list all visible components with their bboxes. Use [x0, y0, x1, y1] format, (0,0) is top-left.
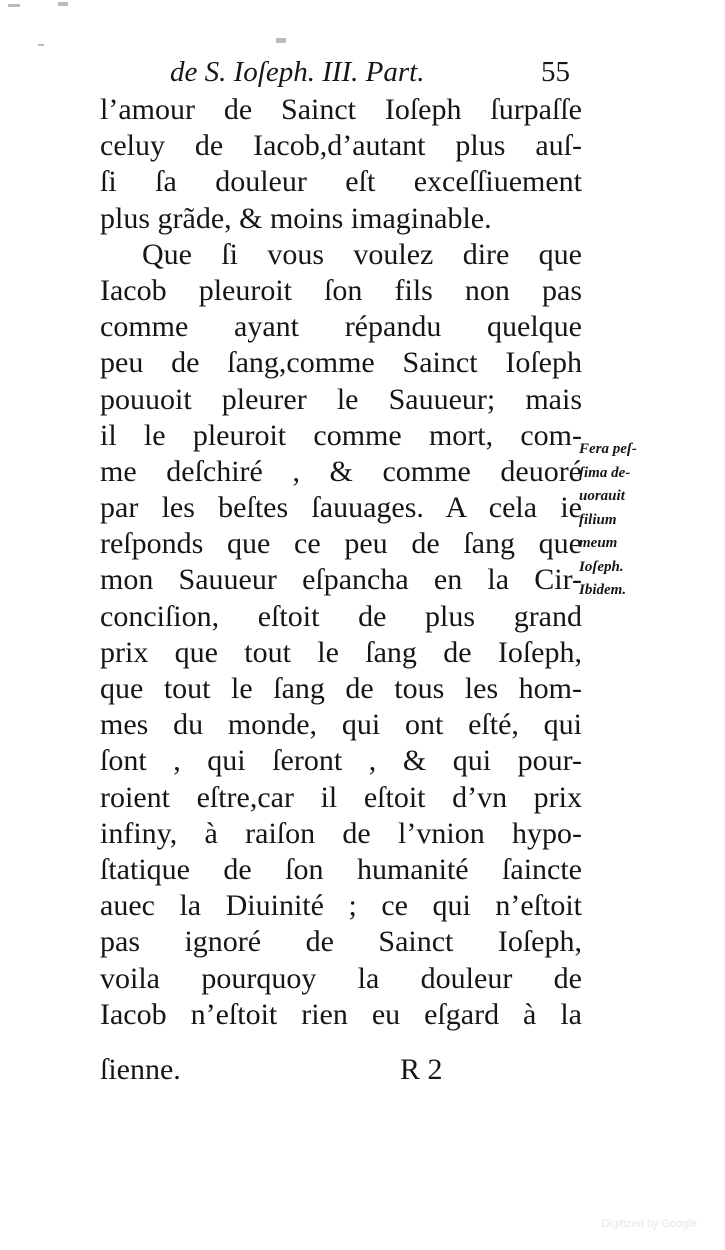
- running-header: [170, 52, 580, 92]
- signature-mark: R 2: [400, 1053, 443, 1086]
- text-line: par les beſtes ſauuages. A cela ie: [100, 491, 582, 525]
- ink-speck: [58, 2, 68, 6]
- text-line: Iacob n’eſtoit rien eu eſgard à la: [100, 997, 582, 1031]
- text-line: me deſchiré , & comme deuoré: [100, 454, 582, 488]
- ink-speck: [38, 44, 44, 46]
- text-line: prix que tout le ſang de Ioſeph,: [100, 635, 582, 669]
- text-line: mon Sauueur eſpancha en la Cir-: [100, 563, 582, 597]
- margin-note: [579, 438, 699, 603]
- text-line: Que ſi vous voulez dire que: [142, 237, 582, 271]
- text-line: plus grãde, & moins imaginable.: [100, 201, 492, 235]
- margin-note-line: filium: [579, 511, 617, 528]
- text-line: peu de ſang,comme Sainct Ioſeph: [100, 346, 582, 380]
- text-line: roient eſtre,car il eſtoit d’vn prix: [100, 780, 582, 814]
- page-footer: [100, 1052, 582, 1088]
- text-line: comme ayant répandu quelque: [100, 310, 582, 344]
- page-number: 55: [541, 56, 570, 88]
- text-line: mes du monde, qui ont eſté, qui: [100, 708, 582, 742]
- text-line: conciſion, eſtoit de plus grand: [100, 599, 582, 633]
- text-line: ſont , qui ſeront , & qui pour-: [100, 744, 582, 778]
- text-line: pouuoit pleurer le Sauueur; mais: [100, 382, 582, 416]
- text-line: ſi ſa douleur eſt exceſſiuement: [100, 165, 582, 199]
- text-line: infiny, à raiſon de l’vnion hypo-: [100, 816, 582, 850]
- text-line: celuy de Iacob,d’autant plus auſ-: [100, 129, 582, 163]
- running-title: de S. Ioſeph. III. Part.: [170, 56, 425, 88]
- margin-note-line: meum: [579, 535, 618, 551]
- watermark: Digitized by Google: [601, 1218, 697, 1230]
- text-line: ſtatique de ſon humanité ſaincte: [100, 852, 582, 886]
- margin-note-line: uorauit: [579, 488, 625, 504]
- text-line: que tout le ſang de tous les hom-: [100, 672, 582, 705]
- text-line: l’amour de Sainct Ioſeph ſurpaſſe: [100, 93, 582, 126]
- text-line: voila pourquoy la douleur de: [100, 961, 582, 995]
- ink-speck: [276, 38, 286, 43]
- text-line: reſponds que ce peu de ſang que: [100, 527, 582, 561]
- text-line: auec la Diuinité ; ce qui n’eſtoit: [100, 889, 582, 923]
- margin-note-line: Ioſeph.: [579, 558, 624, 575]
- final-word: ſienne.: [100, 1053, 181, 1086]
- body-text: [100, 92, 582, 1033]
- margin-note-line: Fera peſ-: [579, 441, 637, 457]
- text-line: Iacob pleuroit ſon fils non pas: [100, 273, 582, 307]
- margin-note-line: Ibidem.: [579, 582, 627, 598]
- ink-speck: [8, 4, 20, 7]
- margin-note-line: ſima de-: [579, 464, 631, 481]
- text-line: pas ignoré de Sainct Ioſeph,: [100, 925, 582, 959]
- text-line: il le pleuroit comme mort, com-: [100, 418, 582, 452]
